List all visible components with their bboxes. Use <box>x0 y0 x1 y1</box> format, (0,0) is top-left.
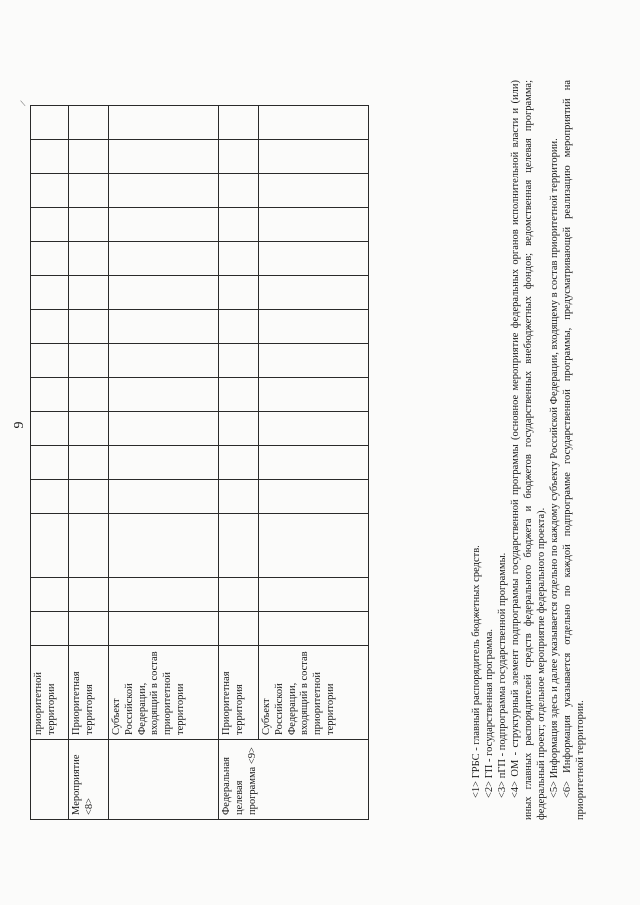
empty-cell <box>259 106 369 140</box>
empty-cell <box>259 514 369 578</box>
empty-cell <box>31 378 69 412</box>
empty-cell <box>219 412 259 446</box>
empty-cell <box>219 578 259 612</box>
empty-cell <box>31 208 69 242</box>
empty-cell <box>69 446 109 480</box>
empty-cell <box>109 514 219 578</box>
empty-cell <box>219 242 259 276</box>
empty-cell <box>259 310 369 344</box>
empty-cell <box>109 612 219 646</box>
table-cell: Приоритетная территория <box>69 646 109 740</box>
empty-cell <box>31 578 69 612</box>
empty-cell <box>259 174 369 208</box>
empty-cell <box>69 174 109 208</box>
empty-cell <box>31 106 69 140</box>
empty-cell <box>31 276 69 310</box>
empty-cell <box>109 378 219 412</box>
empty-cell <box>69 310 109 344</box>
empty-cell <box>31 412 69 446</box>
footnote: <2> ГП - государственная программа. <box>484 628 495 798</box>
empty-cell <box>219 310 259 344</box>
table-cell: приоритетной территории <box>31 646 69 740</box>
table-cell: Приоритетная территория <box>219 646 259 740</box>
table-cell <box>109 740 219 820</box>
empty-cell <box>219 208 259 242</box>
empty-cell <box>219 514 259 578</box>
empty-cell <box>69 106 109 140</box>
table-cell: Субъект Российской Федерации, входящий в состав приоритетной территории <box>259 646 369 740</box>
empty-cell <box>109 446 219 480</box>
empty-cell <box>259 242 369 276</box>
empty-cell <box>31 446 69 480</box>
table-cell <box>31 740 69 820</box>
empty-cell <box>219 174 259 208</box>
empty-cell <box>259 578 369 612</box>
empty-cell <box>109 480 219 514</box>
footnote: <1> ГРБС - главный распорядитель бюджетных средств. <box>471 545 482 798</box>
table-row <box>219 106 259 820</box>
empty-cell <box>109 106 219 140</box>
empty-cell <box>31 310 69 344</box>
empty-cell <box>259 344 369 378</box>
empty-cell <box>219 446 259 480</box>
empty-cell <box>31 612 69 646</box>
empty-cell <box>31 242 69 276</box>
empty-cell <box>109 174 219 208</box>
page-number: 9 <box>12 421 27 429</box>
empty-cell <box>219 378 259 412</box>
empty-cell <box>31 480 69 514</box>
empty-cell <box>31 174 69 208</box>
empty-cell <box>69 276 109 310</box>
footnote: <5> Информация здесь и далее указывается отдельно по каждому субъекту Российской Федерации, входящему в состав приоритетной территории. <box>549 138 560 798</box>
empty-cell <box>219 276 259 310</box>
empty-cell <box>31 140 69 174</box>
empty-cell <box>69 578 109 612</box>
footnote: <4> ОМ - структурный элемент подпрограммы государственной программы (основное мероприятие федеральных органов исполнительной власти и (или) иных главных распорядителей средств федерального бюджета и бюджетов государственных внебюджетных фондов; ведомственная целевая программа; федеральный проект; отдельное мероприятие федерального проекта). <box>510 80 547 820</box>
empty-cell <box>109 208 219 242</box>
empty-cell <box>69 208 109 242</box>
empty-cell <box>219 140 259 174</box>
empty-cell <box>69 378 109 412</box>
empty-cell <box>259 412 369 446</box>
footnotes <box>470 80 587 820</box>
empty-cell <box>259 612 369 646</box>
empty-cell <box>69 344 109 378</box>
empty-cell <box>259 446 369 480</box>
pencil-mark: / <box>18 99 29 108</box>
empty-cell <box>219 344 259 378</box>
empty-cell <box>259 276 369 310</box>
empty-cell <box>219 612 259 646</box>
table-cell: Федеральная целевая программа <9> <box>219 740 369 820</box>
empty-cell <box>219 106 259 140</box>
empty-cell <box>109 276 219 310</box>
empty-cell <box>109 578 219 612</box>
table-row <box>69 106 109 820</box>
footnote: <6> Информация указывается отдельно по каждой подпрограмме государственной программы, предусматривающей реализацию мероприятий на приоритетной территории. <box>562 80 586 820</box>
empty-cell <box>69 480 109 514</box>
empty-cell <box>109 242 219 276</box>
empty-cell <box>259 378 369 412</box>
data-table <box>30 105 369 820</box>
empty-cell <box>109 310 219 344</box>
empty-cell <box>109 412 219 446</box>
empty-cell <box>69 612 109 646</box>
table-row <box>109 106 219 820</box>
empty-cell <box>109 344 219 378</box>
empty-cell <box>69 412 109 446</box>
empty-cell <box>259 140 369 174</box>
table-cell: Мероприятие <8> <box>69 740 109 820</box>
empty-cell <box>219 480 259 514</box>
table-row <box>259 106 369 820</box>
empty-cell <box>69 140 109 174</box>
empty-cell <box>69 514 109 578</box>
empty-cell <box>31 344 69 378</box>
table-row <box>31 106 69 820</box>
empty-cell <box>109 140 219 174</box>
empty-cell <box>259 208 369 242</box>
empty-cell <box>259 480 369 514</box>
empty-cell <box>31 514 69 578</box>
table-cell: Субъект Российской Федерации, входящий в состав приоритетной территории <box>109 646 219 740</box>
empty-cell <box>69 242 109 276</box>
footnote: <3> пГП - подпрограмма государственной программы. <box>497 552 508 798</box>
